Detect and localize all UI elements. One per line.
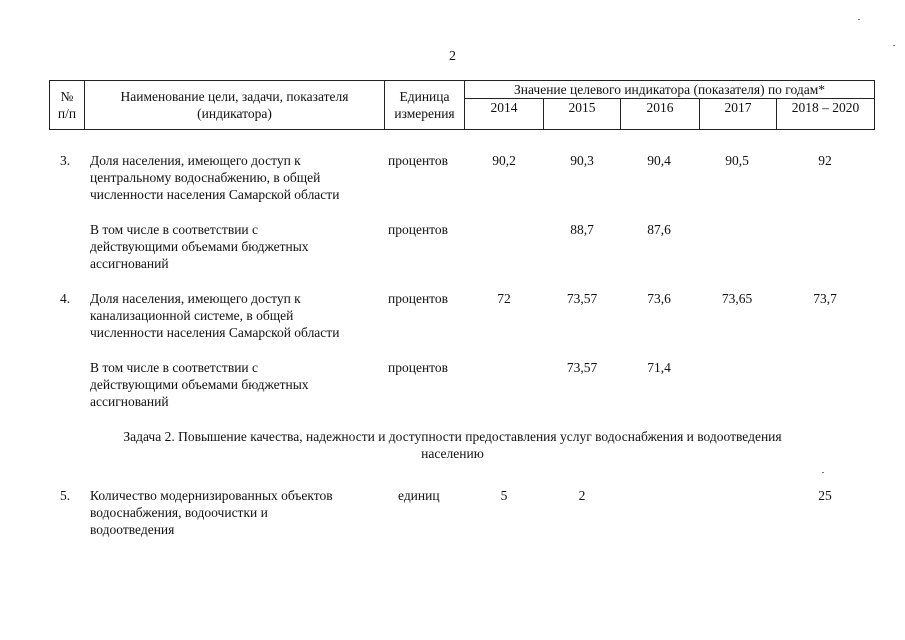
value-2015: 73,57	[566, 360, 598, 375]
row-indicator-name	[90, 487, 390, 538]
header-year-2014: 2014	[465, 99, 544, 130]
header-year-2016: 2016	[621, 99, 700, 130]
header-name-column	[85, 81, 385, 130]
scan-speck	[893, 45, 895, 46]
header-number-line1: №	[60, 89, 74, 104]
row-name-line: Доля населения, имеющего доступ к	[90, 153, 301, 168]
row-name-line: ассигнований	[90, 394, 169, 409]
row-indicator-name	[90, 290, 390, 341]
task-heading-line1: Задача 2. Повышение качества, надежности и доступности предоставления услуг водоснабжения и водоотведения	[123, 429, 782, 444]
row-name-line: канализационной системе, в общей	[90, 308, 294, 323]
row-name-line: водоотведения	[90, 522, 175, 537]
value-2018-2020: 25	[818, 488, 832, 503]
scan-speck	[858, 19, 860, 20]
value-2016: 71,4	[647, 360, 671, 375]
value-2018-2020: 73,7	[813, 291, 837, 306]
row-name-line: ассигнований	[90, 256, 169, 271]
header-unit-line2: измерения	[394, 106, 455, 121]
header-name-line1: Наименование цели, задачи, показателя	[120, 89, 349, 104]
value-2016: 90,4	[647, 153, 671, 168]
row-indicator-name	[90, 152, 390, 203]
value-2018-2020: 92	[818, 153, 832, 168]
value-2016: 87,6	[647, 222, 671, 237]
row-unit: процентов	[388, 291, 449, 306]
value-2017: 90,5	[725, 153, 749, 168]
row-unit: единиц	[398, 488, 440, 503]
row-unit: процентов	[388, 153, 449, 168]
header-unit-column	[385, 81, 465, 130]
value-2016: 73,6	[647, 291, 671, 306]
header-number-column	[50, 81, 85, 130]
header-year-2017: 2017	[700, 99, 777, 130]
row-name-line: водоснабжения, водоочистки и	[90, 505, 268, 520]
row-indicator-name	[90, 221, 390, 272]
row-number: 3.	[60, 153, 71, 168]
value-2014: 5	[500, 488, 508, 503]
value-2014: 72	[497, 291, 511, 306]
page-number: 2	[449, 49, 456, 64]
value-2017: 73,65	[721, 291, 753, 306]
header-year-2015: 2015	[544, 99, 621, 130]
value-2014: 90,2	[492, 153, 516, 168]
header-name-line2: (индикатора)	[197, 106, 272, 121]
value-2015: 90,3	[570, 153, 594, 168]
row-unit: процентов	[388, 360, 449, 375]
row-number: 5.	[60, 488, 71, 503]
row-number: 4.	[60, 291, 71, 306]
task-heading-line2: населению	[421, 446, 484, 461]
row-name-line: Количество модернизированных объектов	[90, 488, 333, 503]
row-name-line: В том числе в соответствии с	[90, 360, 259, 375]
row-name-line: центральному водоснабжению, в общей	[90, 170, 321, 185]
row-name-line: действующими объемами бюджетных	[90, 239, 309, 254]
row-name-line: действующими объемами бюджетных	[90, 377, 309, 392]
header-unit-line1: Единица	[399, 89, 450, 104]
row-name-line: Доля населения, имеющего доступ к	[90, 291, 301, 306]
row-name-line: В том числе в соответствии с	[90, 222, 259, 237]
value-2015: 88,7	[570, 222, 594, 237]
header-year-2018-2020: 2018 – 2020	[777, 99, 875, 130]
header-number-line2: п/п	[57, 106, 77, 121]
scan-speck	[822, 472, 824, 473]
value-2015: 2	[578, 488, 586, 503]
header-year-group-title: Значение целевого индикатора (показателя) по годам*	[465, 81, 875, 99]
value-2015: 73,57	[566, 291, 598, 306]
row-indicator-name	[90, 359, 390, 410]
row-name-line: численности населения Самарской области	[90, 325, 340, 340]
row-unit: процентов	[388, 222, 449, 237]
table-header	[49, 80, 875, 130]
row-name-line: численности населения Самарской области	[90, 187, 340, 202]
